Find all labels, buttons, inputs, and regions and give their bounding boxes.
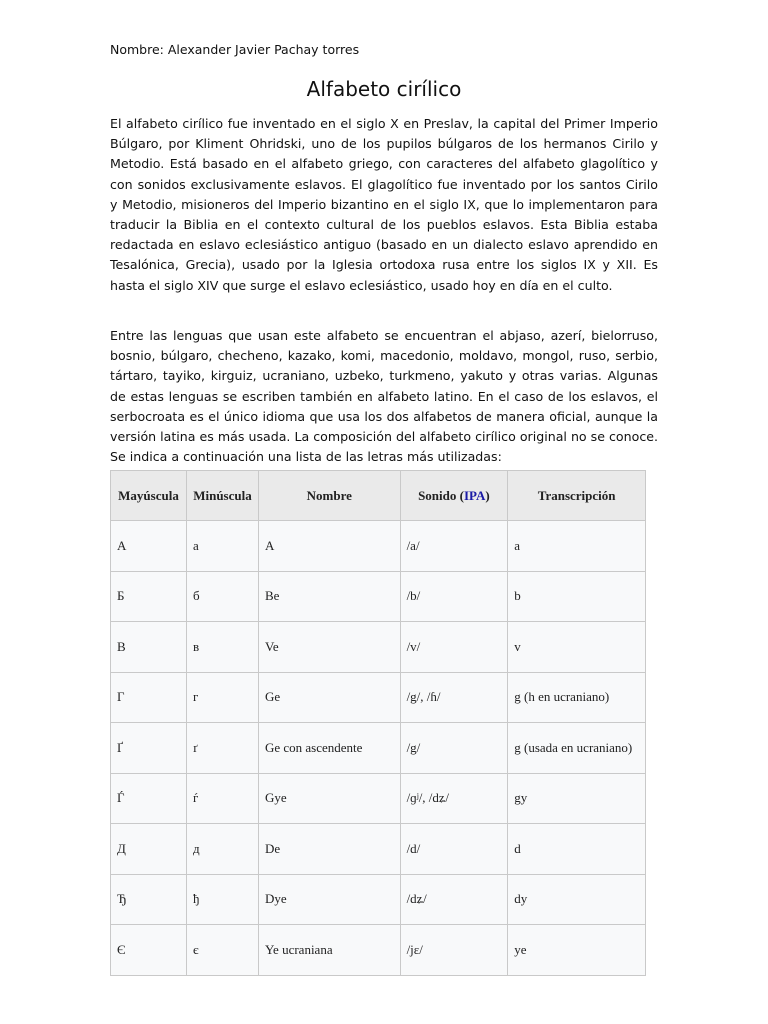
header-lowercase: Minúscula xyxy=(186,471,258,521)
table-row xyxy=(111,622,646,673)
uppercase-letter[interactable]: Г xyxy=(111,672,187,723)
table-row xyxy=(111,571,646,622)
uppercase-letter[interactable]: Б xyxy=(111,571,187,622)
table-row xyxy=(111,521,646,572)
lowercase-letter: г xyxy=(186,672,258,723)
table-row xyxy=(111,672,646,723)
letter-transcription: a xyxy=(508,521,646,572)
header-transcription: Transcripción xyxy=(508,471,646,521)
table-row xyxy=(111,925,646,976)
header-uppercase: Mayúscula xyxy=(111,471,187,521)
letter-transcription: d xyxy=(508,824,646,875)
header-sound-prefix: Sonido ( xyxy=(418,487,464,503)
letter-sound: /v/ xyxy=(400,622,508,673)
letter-transcription: ye xyxy=(508,925,646,976)
letter-transcription: b xyxy=(508,571,646,622)
table-row xyxy=(111,773,646,824)
letter-name[interactable]: Ge con ascendente xyxy=(258,723,400,774)
letter-name[interactable]: Dye xyxy=(258,874,400,925)
letter-sound: /b/ xyxy=(400,571,508,622)
letter-name[interactable]: De xyxy=(258,824,400,875)
letter-sound: /ɡʲ/, /dʑ/ xyxy=(400,773,508,824)
uppercase-letter[interactable]: Ѓ xyxy=(111,773,187,824)
cyrillic-letters-table xyxy=(110,470,646,976)
letter-name[interactable]: Ge xyxy=(258,672,400,723)
letter-name[interactable]: Gye xyxy=(258,773,400,824)
lowercase-letter: є xyxy=(186,925,258,976)
uppercase-letter[interactable]: Є xyxy=(111,925,187,976)
letter-transcription: g (h en ucraniano) xyxy=(508,672,646,723)
letter-name[interactable]: Ye ucraniana xyxy=(258,925,400,976)
uppercase-letter[interactable]: Д xyxy=(111,824,187,875)
uppercase-letter[interactable]: Ђ xyxy=(111,874,187,925)
letter-sound: /d/ xyxy=(400,824,508,875)
lowercase-letter: ѓ xyxy=(186,773,258,824)
uppercase-letter[interactable]: Ґ xyxy=(111,723,187,774)
paragraph-languages: Entre las lenguas que usan este alfabeto se encuentran el abjaso, azerí, bielorruso, bosnio, búlgaro, checheno, kazako, komi, macedonio, moldavo, mongol, ruso, serbio, tártaro, tayiko, kirguiz, ucraniano, uzbeko, turkmeno, yakuto y otras varias. Algunas de estas lenguas se escriben también en alfabeto latino. En el caso de los eslavos, el serbocroata es el único idioma que usa los dos alfabetos de manera oficial, aunque la versión latina es más usada. La composición del alfabeto cirílico original no se conoce. Se indica a continuación una lista de las letras más utilizadas: xyxy=(110,328,658,465)
letter-transcription: g (usada en ucraniano) xyxy=(508,723,646,774)
table-row xyxy=(111,824,646,875)
lowercase-letter: ђ xyxy=(186,874,258,925)
uppercase-letter[interactable]: В xyxy=(111,622,187,673)
letter-name[interactable]: A xyxy=(258,521,400,572)
table-row xyxy=(111,723,646,774)
letter-sound: /g/, /ɦ/ xyxy=(400,672,508,723)
lowercase-letter: в xyxy=(186,622,258,673)
letter-sound: /jɛ/ xyxy=(400,925,508,976)
paragraph-history: El alfabeto cirílico fue inventado en el siglo X en Preslav, la capital del Primer Imperio Búlgaro, por Kliment Ohridski, uno de los pupilos búlgaros de los hermanos Cirilo y Metodio. Está basado en el alfabeto griego, con caracteres del alfabeto glagolítico y con sonidos exclusivamente eslavos. El glagolítico fue inventado por los santos Cirilo y Metodio, misioneros del Imperio bizantino en el siglo IX, que lo implementaron para traducir la Biblia en el contexto cultural de los pueblos eslavos. Esta Biblia estaba redactada en eslavo eclesiástico antiguo (basado en un dialecto eslavo aprendido en Tesalónica, Grecia), usado por la Iglesia ortodoxa rusa entre los siglos IX y XII. Es hasta el siglo XIV que surge el eslavo eclesiástico, usado hoy en día en el culto. xyxy=(110,116,658,293)
header-sound xyxy=(400,471,508,521)
lowercase-letter: ґ xyxy=(186,723,258,774)
document-title: Alfabeto cirílico xyxy=(306,77,462,101)
lowercase-letter: д xyxy=(186,824,258,875)
uppercase-letter[interactable]: А xyxy=(111,521,187,572)
letter-sound: /g/ xyxy=(400,723,508,774)
letter-transcription: v xyxy=(508,622,646,673)
letter-name[interactable]: Be xyxy=(258,571,400,622)
table-header-row xyxy=(111,471,646,521)
header-name: Nombre xyxy=(258,471,400,521)
lowercase-letter: б xyxy=(186,571,258,622)
letter-sound: /dʑ/ xyxy=(400,874,508,925)
ipa-link[interactable]: IPA xyxy=(463,487,486,503)
table-row xyxy=(111,874,646,925)
author-line: Nombre: Alexander Javier Pachay torres xyxy=(110,42,360,57)
letter-transcription: gy xyxy=(508,773,646,824)
header-sound-suffix: ) xyxy=(485,487,490,503)
letter-name[interactable]: Ve xyxy=(258,622,400,673)
letter-sound: /a/ xyxy=(400,521,508,572)
letter-transcription: dy xyxy=(508,874,646,925)
lowercase-letter: а xyxy=(186,521,258,572)
